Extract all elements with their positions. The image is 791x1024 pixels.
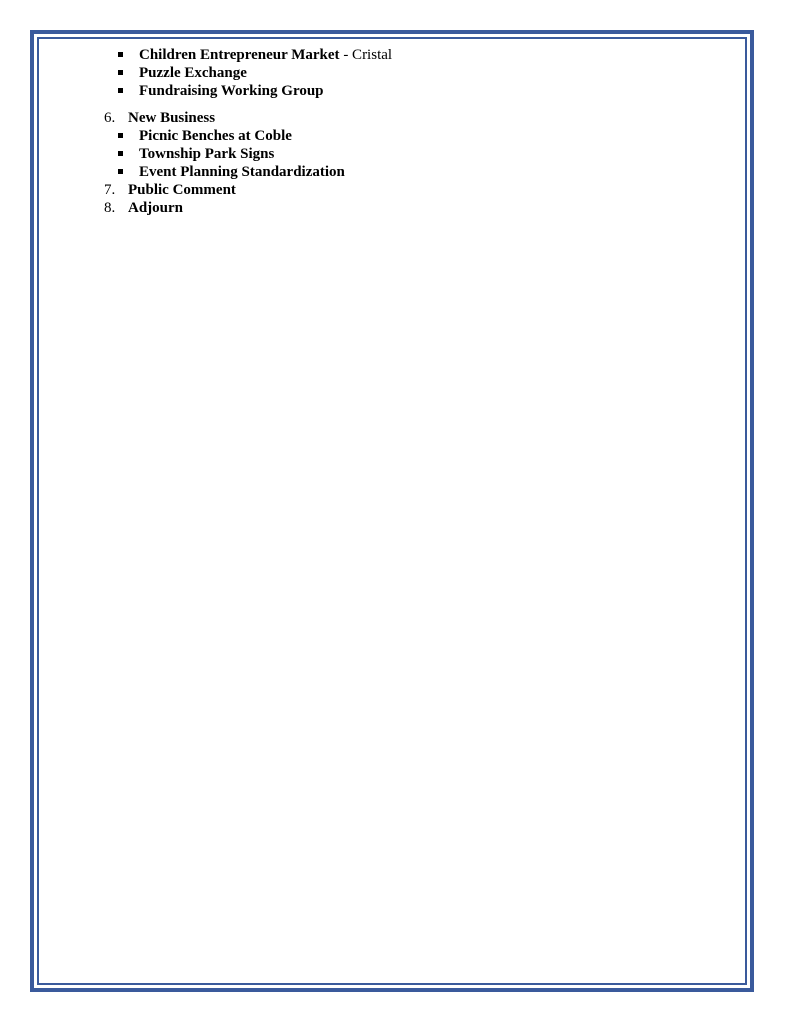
item-title: Children Entrepreneur Market bbox=[139, 47, 340, 63]
section-number: 6. bbox=[104, 110, 116, 126]
section-number: 8. bbox=[104, 200, 116, 216]
item-owner: - Cristal bbox=[339, 47, 393, 63]
agenda-section-public-comment bbox=[100, 181, 700, 199]
square-bullet-icon bbox=[118, 88, 123, 93]
square-bullet-icon bbox=[118, 151, 123, 156]
item-title: Picnic Benches at Coble bbox=[139, 128, 292, 144]
section-title: Adjourn bbox=[128, 200, 184, 216]
agenda-section-adjourn bbox=[100, 199, 700, 217]
item-title: Puzzle Exchange bbox=[139, 65, 247, 81]
list-item bbox=[100, 145, 700, 163]
section-title: Public Comment bbox=[128, 182, 236, 198]
agenda-section-new-business bbox=[100, 109, 700, 127]
square-bullet-icon bbox=[118, 70, 123, 75]
section-number: 7. bbox=[104, 182, 116, 198]
square-bullet-icon bbox=[118, 133, 123, 138]
square-bullet-icon bbox=[118, 52, 123, 57]
item-title: Township Park Signs bbox=[139, 146, 275, 162]
agenda-content bbox=[100, 46, 700, 217]
list-item bbox=[100, 127, 700, 145]
section-title: New Business bbox=[128, 110, 216, 126]
list-item bbox=[100, 163, 700, 181]
item-title: Fundraising Working Group bbox=[139, 83, 324, 99]
list-item bbox=[100, 64, 700, 82]
square-bullet-icon bbox=[118, 169, 123, 174]
item-title: Event Planning Standardization bbox=[139, 164, 345, 180]
list-item bbox=[100, 46, 700, 64]
list-item bbox=[100, 82, 700, 100]
